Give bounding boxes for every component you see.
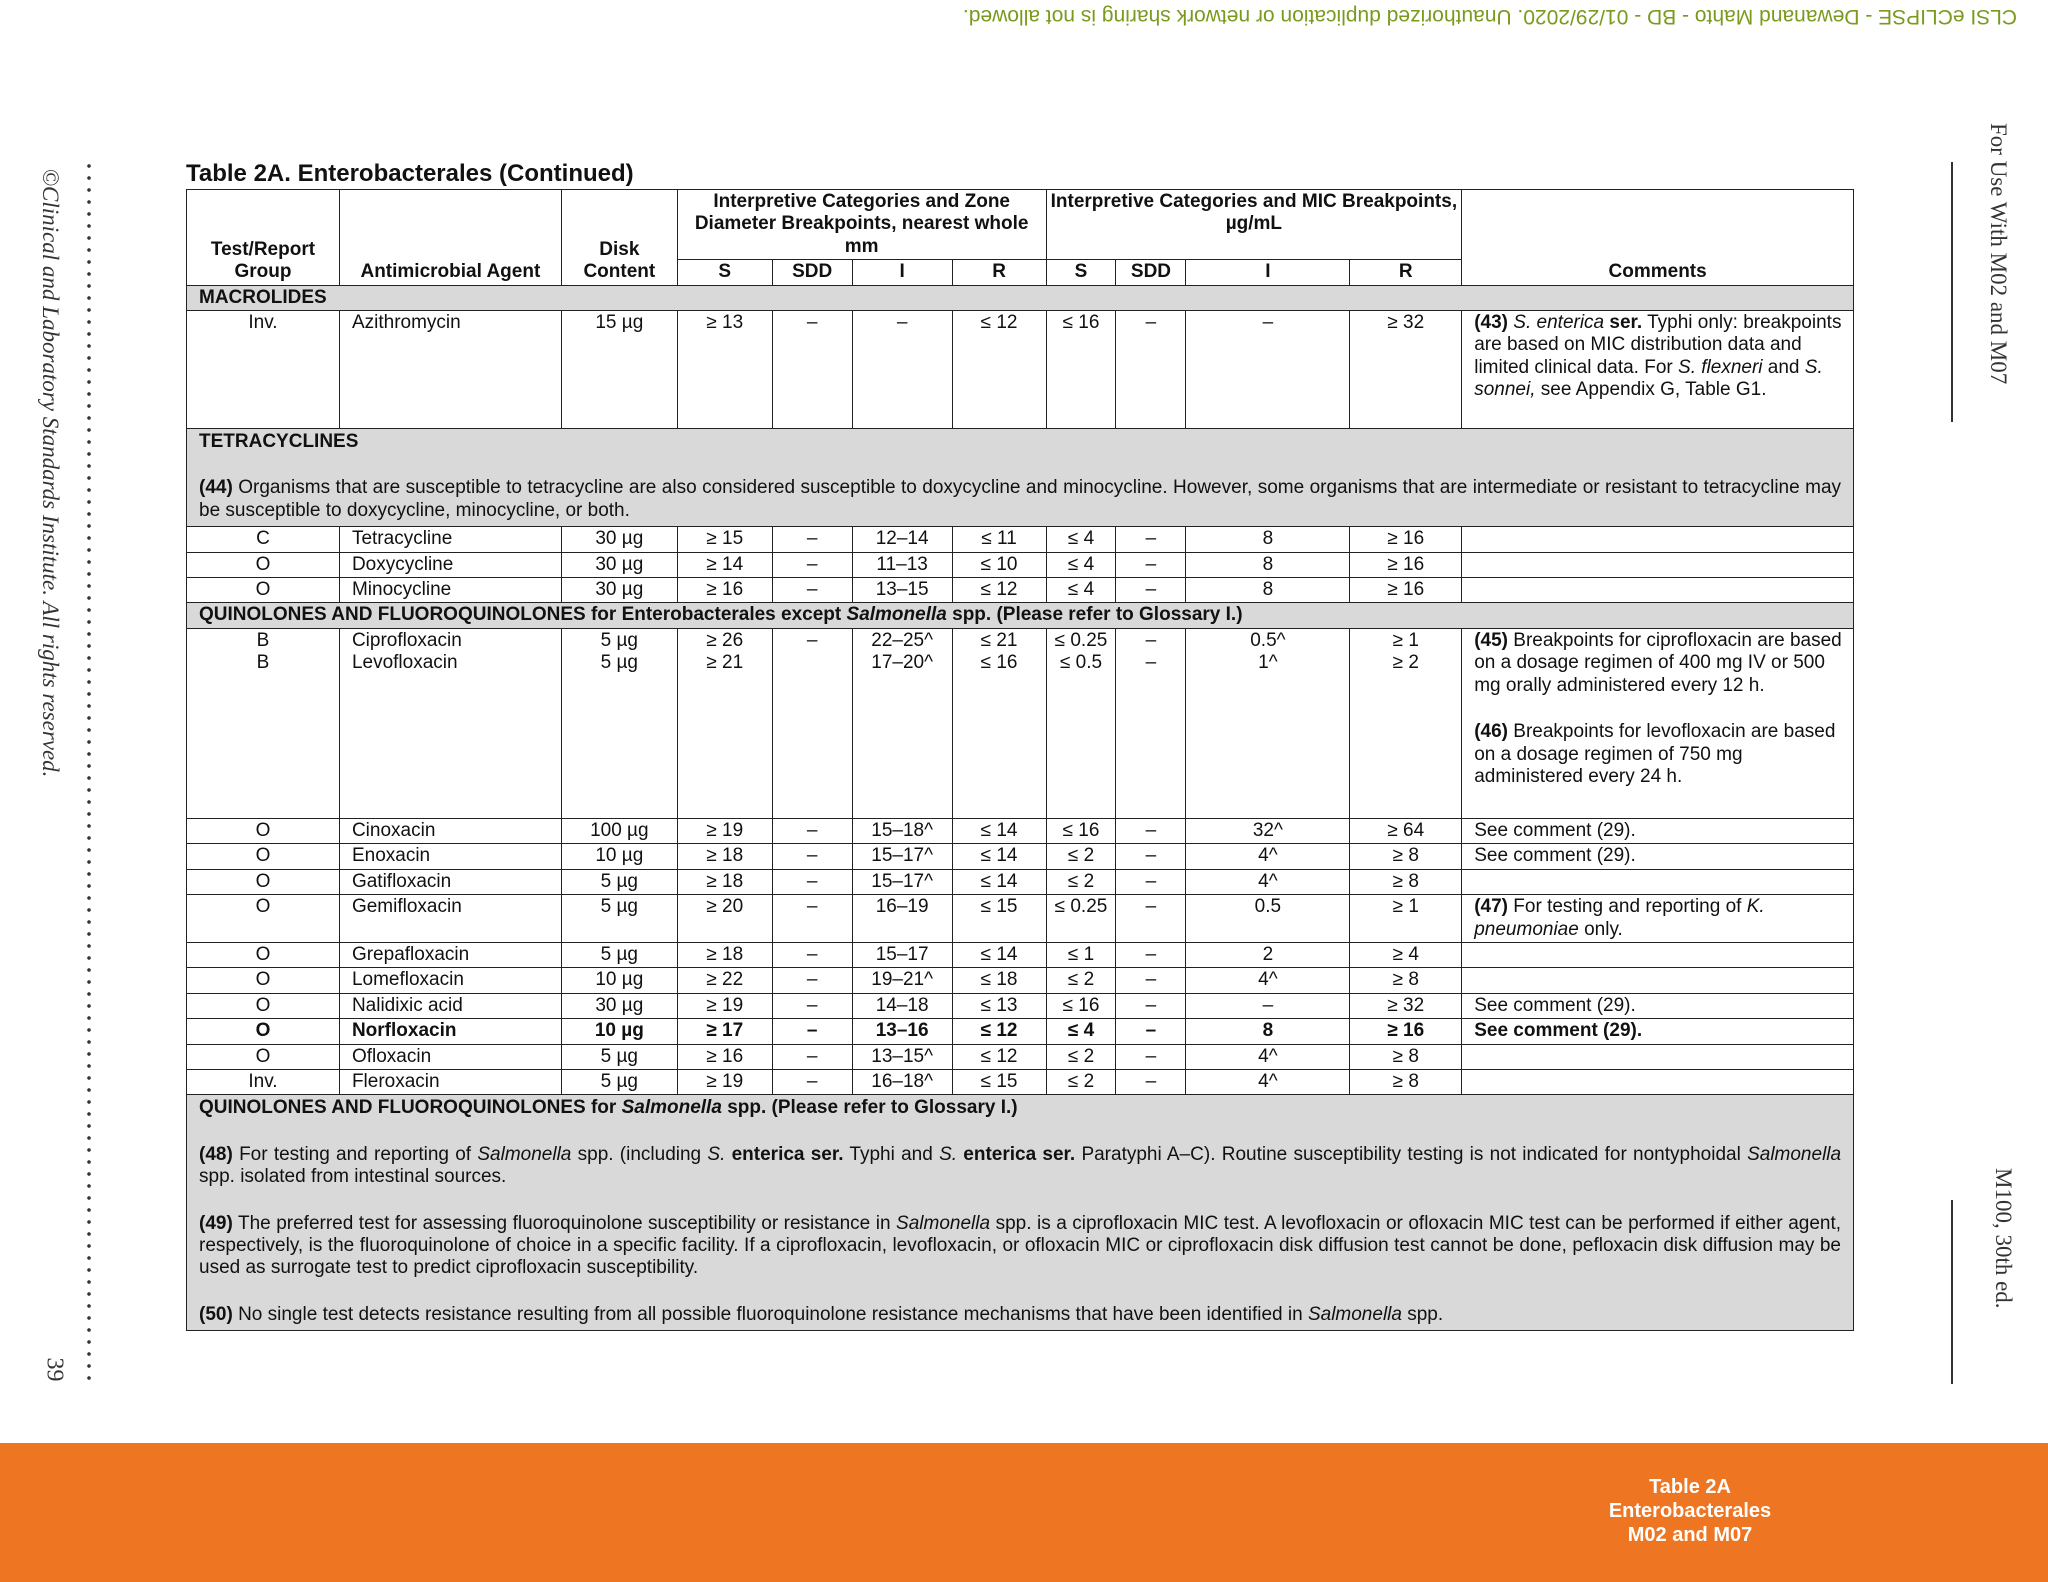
cell-agent: Ciprofloxacin Levofloxacin — [339, 628, 561, 818]
cell-group: O — [187, 869, 340, 894]
cell-group: C — [187, 527, 340, 552]
cell-zone-r: ≤ 14 — [952, 844, 1046, 869]
cell-mic-s: ≤ 16 — [1046, 993, 1116, 1018]
cell-disk: 15 µg — [561, 311, 677, 429]
cell-mic-sdd: – — [1116, 968, 1186, 993]
cell-zone-i: 15–18^ — [852, 818, 952, 843]
cell-mic-r: ≥ 32 — [1350, 311, 1462, 429]
margin-dots — [86, 160, 92, 1382]
cell-mic-s: ≤ 16 — [1046, 311, 1116, 429]
cell-comment-43: (43) S. enterica ser. Typhi only: breakpoints are based on MIC distribution data and limited clinical data. For S. flexneri and S. sonnei, see Appendix G, Table G1. — [1462, 311, 1854, 429]
table-row — [187, 1044, 1854, 1069]
cell-mic-sdd: – — [1116, 993, 1186, 1018]
cell-zone-r: ≤ 11 — [952, 527, 1046, 552]
cell-zone-sdd: – — [772, 895, 852, 943]
section-quinolones: QUINOLONES AND FLUOROQUINOLONES for Enterobacterales except Salmonella spp. (Please refer to Glossary I.) — [187, 603, 1854, 628]
cell-zone-sdd: – — [772, 1069, 852, 1094]
cell-mic-sdd: – — [1116, 895, 1186, 943]
cell-zone-s: ≥ 19 — [677, 1069, 772, 1094]
cell-mic-sdd: – — [1116, 869, 1186, 894]
cell-comment — [1462, 578, 1854, 603]
page-number: 39 — [41, 1357, 68, 1382]
cell-zone-r: ≤ 15 — [952, 1069, 1046, 1094]
table-row — [187, 1069, 1854, 1094]
cell-zone-s: ≥ 18 — [677, 869, 772, 894]
cell-mic-i: 32^ — [1186, 818, 1350, 843]
right-rule-bottom — [1951, 1200, 1953, 1384]
cell-comment — [1462, 1044, 1854, 1069]
cell-zone-r: ≤ 10 — [952, 552, 1046, 577]
cell-agent: Grepafloxacin — [339, 942, 561, 967]
use-note: For Use With M02 and M07 — [1986, 123, 2011, 385]
cell-zone-s: ≥ 20 — [677, 895, 772, 943]
cell-mic-i: 2 — [1186, 942, 1350, 967]
cell-mic-sdd: – — [1116, 552, 1186, 577]
cell-comment — [1462, 968, 1854, 993]
cell-zone-r: ≤ 13 — [952, 993, 1046, 1018]
cell-zone-s: ≥ 16 — [677, 1044, 772, 1069]
cell-mic-r: ≥ 16 — [1350, 578, 1462, 603]
breakpoint-table — [186, 189, 1854, 1331]
cell-zone-i: 14–18 — [852, 993, 952, 1018]
cell-disk: 5 µg — [561, 1069, 677, 1094]
cell-mic-s: ≤ 0.25 — [1046, 895, 1116, 943]
cell-zone-i: 15–17^ — [852, 844, 952, 869]
right-rule-top — [1951, 162, 1953, 422]
cell-zone-s: ≥ 19 — [677, 993, 772, 1018]
cell-zone-r: ≤ 14 — [952, 942, 1046, 967]
cell-agent: Lomefloxacin — [339, 968, 561, 993]
cell-comment — [1462, 942, 1854, 967]
header-zone: Interpretive Categories and Zone Diameter Breakpoints, nearest whole mm — [677, 190, 1046, 260]
table-title: Table 2A. Enterobacterales (Continued) — [186, 160, 634, 187]
cell-zone-s: ≥ 18 — [677, 942, 772, 967]
cell-group: O — [187, 1019, 340, 1044]
cell-zone-i: 12–14 — [852, 527, 952, 552]
cell-zone-i: 15–17 — [852, 942, 952, 967]
cell-disk: 100 µg — [561, 818, 677, 843]
cell-group: O — [187, 942, 340, 967]
cell-zone-s: ≥ 15 — [677, 527, 772, 552]
header-agent: Antimicrobial Agent — [339, 190, 561, 286]
cell-zone-s: ≥ 14 — [677, 552, 772, 577]
cell-mic-sdd: – — [1116, 818, 1186, 843]
cell-comment-47: (47) For testing and reporting of K. pneumoniae only. — [1462, 895, 1854, 943]
cell-mic-sdd: – — [1116, 942, 1186, 967]
cell-comment — [1462, 1069, 1854, 1094]
cell-mic-i: 4^ — [1186, 1069, 1350, 1094]
cell-mic-r: ≥ 4 — [1350, 942, 1462, 967]
header-zone-r: R — [952, 260, 1046, 285]
header-row-top — [187, 190, 1854, 260]
table-row — [187, 942, 1854, 967]
cell-mic-s: ≤ 0.25 ≤ 0.5 — [1046, 628, 1116, 818]
table-row — [187, 968, 1854, 993]
cell-disk: 10 µg — [561, 968, 677, 993]
cell-mic-sdd: – — [1116, 844, 1186, 869]
cell-comment-45-46: (45) Breakpoints for ciprofloxacin are based on a dosage regimen of 400 mg IV or 500 mg orally administered every 12 h. (46) Breakpoints for levofloxacin are based on a dosage regimen of 750 mg administered every 24 h. — [1462, 628, 1854, 818]
cell-mic-s: ≤ 2 — [1046, 844, 1116, 869]
cell-disk: 5 µg — [561, 942, 677, 967]
cell-mic-sdd: – — [1116, 311, 1186, 429]
header-mic-i: I — [1186, 260, 1350, 285]
cell-zone-s: ≥ 22 — [677, 968, 772, 993]
cell-disk: 30 µg — [561, 527, 677, 552]
footer-label: Table 2A Enterobacterales M02 and M07 — [1608, 1476, 1772, 1546]
cell-zone-r: ≤ 12 — [952, 578, 1046, 603]
cell-zone-r: ≤ 18 — [952, 968, 1046, 993]
section-salmonella: QUINOLONES AND FLUOROQUINOLONES for Salmonella spp. (Please refer to Glossary I.) (48) For testing and reporting of Salmonella spp. (including S. enterica ser. Typhi and S. enterica ser. Paratyphi A–C). Routine susceptibility testing is not indicated for nontyphoidal Salmonella spp. isolated from intestinal sources. (49) The preferred test for assessing fluoroquinolone susceptibility or resistance in Salmonella spp. is a ciprofloxacin MIC test. A levofloxacin or ofloxacin MIC test can be performed if either agent, respectively, is the fluoroquinolone of choice in a specific facility. If a ciprofloxacin, levofloxacin, or ofloxacin MIC or ciprofloxacin disk diffusion test cannot be done, pefloxacin disk diffusion may be used as surrogate test to predict ciprofloxacin susceptibility. (50) No single test detects resistance resulting from all possible fluoroquinolone resistance mechanisms that have been identified in Salmonella spp. — [187, 1095, 1854, 1331]
table-row — [187, 628, 1854, 818]
cell-mic-i: 8 — [1186, 527, 1350, 552]
cell-zone-sdd: – — [772, 818, 852, 843]
cell-group: O — [187, 578, 340, 603]
cell-mic-s: ≤ 2 — [1046, 1044, 1116, 1069]
cell-comment: See comment (29). — [1462, 993, 1854, 1018]
cell-mic-i: 4^ — [1186, 844, 1350, 869]
cell-zone-s: ≥ 17 — [677, 1019, 772, 1044]
cell-zone-i: 11–13 — [852, 552, 952, 577]
cell-mic-sdd: – — [1116, 527, 1186, 552]
cell-zone-sdd: – — [772, 628, 852, 818]
cell-disk: 5 µg — [561, 895, 677, 943]
cell-group: O — [187, 1044, 340, 1069]
cell-zone-sdd: – — [772, 311, 852, 429]
cell-agent: Cinoxacin — [339, 818, 561, 843]
cell-mic-r: ≥ 8 — [1350, 869, 1462, 894]
cell-group: B B — [187, 628, 340, 818]
cell-mic-r: ≥ 64 — [1350, 818, 1462, 843]
copyright-notice: ©Clinical and Laboratory Standards Institute. All rights reserved. — [38, 168, 63, 778]
cell-zone-s: ≥ 18 — [677, 844, 772, 869]
cell-comment: See comment (29). — [1462, 818, 1854, 843]
cell-group: O — [187, 895, 340, 943]
table-row — [187, 578, 1854, 603]
cell-zone-sdd: – — [772, 1044, 852, 1069]
cell-disk: 10 µg — [561, 844, 677, 869]
cell-agent: Doxycycline — [339, 552, 561, 577]
header-comments: Comments — [1462, 190, 1854, 286]
header-group: Test/Report Group — [187, 190, 340, 286]
cell-group: Inv. — [187, 1069, 340, 1094]
cell-mic-sdd: – — [1116, 1069, 1186, 1094]
edition-label: M100, 30th ed. — [1991, 1168, 2016, 1309]
cell-comment — [1462, 552, 1854, 577]
table-row — [187, 818, 1854, 843]
table-row — [187, 869, 1854, 894]
cell-disk: 30 µg — [561, 552, 677, 577]
cell-mic-i: – — [1186, 311, 1350, 429]
cell-agent: Norfloxacin — [339, 1019, 561, 1044]
cell-mic-r: ≥ 8 — [1350, 1044, 1462, 1069]
header-mic-sdd: SDD — [1116, 260, 1186, 285]
cell-agent: Gatifloxacin — [339, 869, 561, 894]
header-mic-s: S — [1046, 260, 1116, 285]
cell-mic-i: 4^ — [1186, 869, 1350, 894]
cell-agent: Azithromycin — [339, 311, 561, 429]
cell-agent: Minocycline — [339, 578, 561, 603]
cell-mic-i: 8 — [1186, 578, 1350, 603]
cell-group: Inv. — [187, 311, 340, 429]
cell-zone-i: 16–18^ — [852, 1069, 952, 1094]
cell-zone-sdd: – — [772, 552, 852, 577]
section-macrolides: MACROLIDES — [187, 285, 1854, 310]
cell-zone-sdd: – — [772, 844, 852, 869]
cell-mic-i: 0.5^ 1^ — [1186, 628, 1350, 818]
cell-group: O — [187, 818, 340, 843]
cell-mic-sdd: – – — [1116, 628, 1186, 818]
cell-disk: 10 µg — [561, 1019, 677, 1044]
cell-disk: 30 µg — [561, 578, 677, 603]
cell-mic-s: ≤ 4 — [1046, 1019, 1116, 1044]
cell-zone-i: 13–15^ — [852, 1044, 952, 1069]
cell-agent: Gemifloxacin — [339, 895, 561, 943]
cell-comment: See comment (29). — [1462, 1019, 1854, 1044]
section-tetracyclines: TETRACYCLINES (44) Organisms that are susceptible to tetracycline are also considered susceptible to doxycycline and minocycline. However, some organisms that are intermediate or resistant to tetracycline may be susceptible to doxycycline, minocycline, or both. — [187, 429, 1854, 527]
cell-disk: 5 µg — [561, 1044, 677, 1069]
header-mic: Interpretive Categories and MIC Breakpoints, µg/mL — [1046, 190, 1462, 260]
cell-mic-r: ≥ 8 — [1350, 844, 1462, 869]
cell-zone-s: ≥ 26 ≥ 21 — [677, 628, 772, 818]
cell-mic-s: ≤ 1 — [1046, 942, 1116, 967]
cell-disk: 30 µg — [561, 993, 677, 1018]
cell-zone-sdd: – — [772, 968, 852, 993]
cell-zone-i: 22–25^ 17–20^ — [852, 628, 952, 818]
cell-comment — [1462, 869, 1854, 894]
cell-mic-s: ≤ 4 — [1046, 578, 1116, 603]
cell-zone-sdd: – — [772, 578, 852, 603]
cell-mic-i: – — [1186, 993, 1350, 1018]
cell-zone-i: 16–19 — [852, 895, 952, 943]
cell-zone-r: ≤ 14 — [952, 818, 1046, 843]
cell-zone-s: ≥ 19 — [677, 818, 772, 843]
cell-mic-i: 0.5 — [1186, 895, 1350, 943]
cell-group: O — [187, 844, 340, 869]
cell-group: O — [187, 968, 340, 993]
cell-zone-r: ≤ 21 ≤ 16 — [952, 628, 1046, 818]
cell-group: O — [187, 993, 340, 1018]
cell-comment — [1462, 527, 1854, 552]
table-row — [187, 993, 1854, 1018]
table-row — [187, 527, 1854, 552]
cell-zone-sdd: – — [772, 1019, 852, 1044]
cell-mic-s: ≤ 2 — [1046, 968, 1116, 993]
header-zone-sdd: SDD — [772, 260, 852, 285]
cell-mic-s: ≤ 2 — [1046, 1069, 1116, 1094]
cell-agent: Enoxacin — [339, 844, 561, 869]
cell-zone-sdd: – — [772, 527, 852, 552]
cell-zone-i: 13–16 — [852, 1019, 952, 1044]
cell-mic-r: ≥ 8 — [1350, 968, 1462, 993]
cell-zone-sdd: – — [772, 993, 852, 1018]
cell-zone-i: 15–17^ — [852, 869, 952, 894]
cell-agent: Nalidixic acid — [339, 993, 561, 1018]
cell-disk: 5 µg 5 µg — [561, 628, 677, 818]
cell-disk: 5 µg — [561, 869, 677, 894]
cell-mic-s: ≤ 4 — [1046, 552, 1116, 577]
table-row — [187, 552, 1854, 577]
cell-mic-r: ≥ 8 — [1350, 1069, 1462, 1094]
table-row — [187, 895, 1854, 943]
header-disk: Disk Content — [561, 190, 677, 286]
cell-mic-r: ≥ 16 — [1350, 527, 1462, 552]
cell-zone-s: ≥ 16 — [677, 578, 772, 603]
header-mic-r: R — [1350, 260, 1462, 285]
cell-zone-r: ≤ 14 — [952, 869, 1046, 894]
cell-mic-sdd: – — [1116, 1044, 1186, 1069]
header-zone-i: I — [852, 260, 952, 285]
cell-zone-r: ≤ 12 — [952, 311, 1046, 429]
cell-mic-r: ≥ 32 — [1350, 993, 1462, 1018]
cell-zone-i: 13–15 — [852, 578, 952, 603]
table-row — [187, 311, 1854, 429]
cell-mic-r: ≥ 1 ≥ 2 — [1350, 628, 1462, 818]
cell-mic-r: ≥ 16 — [1350, 1019, 1462, 1044]
watermark-text: CLSI eCLIPSE - Dewanand Mahto - BD - 01/29/2020. Unauthorized duplication or network sharing is not allowed. — [962, 5, 2018, 28]
cell-agent: Tetracycline — [339, 527, 561, 552]
cell-mic-r: ≥ 16 — [1350, 552, 1462, 577]
cell-mic-i: 8 — [1186, 1019, 1350, 1044]
cell-mic-s: ≤ 16 — [1046, 818, 1116, 843]
header-zone-s: S — [677, 260, 772, 285]
cell-mic-s: ≤ 2 — [1046, 869, 1116, 894]
cell-mic-sdd: – — [1116, 1019, 1186, 1044]
cell-zone-sdd: – — [772, 942, 852, 967]
table-row — [187, 1019, 1854, 1044]
cell-mic-i: 4^ — [1186, 1044, 1350, 1069]
cell-agent: Ofloxacin — [339, 1044, 561, 1069]
cell-zone-r: ≤ 12 — [952, 1019, 1046, 1044]
cell-comment: See comment (29). — [1462, 844, 1854, 869]
cell-mic-i: 8 — [1186, 552, 1350, 577]
cell-mic-i: 4^ — [1186, 968, 1350, 993]
cell-agent: Fleroxacin — [339, 1069, 561, 1094]
cell-mic-s: ≤ 4 — [1046, 527, 1116, 552]
cell-mic-sdd: – — [1116, 578, 1186, 603]
cell-zone-r: ≤ 12 — [952, 1044, 1046, 1069]
cell-zone-i: 19–21^ — [852, 968, 952, 993]
cell-zone-s: ≥ 13 — [677, 311, 772, 429]
cell-zone-i: – — [852, 311, 952, 429]
table-row — [187, 844, 1854, 869]
cell-group: O — [187, 552, 340, 577]
cell-zone-sdd: – — [772, 869, 852, 894]
cell-mic-r: ≥ 1 — [1350, 895, 1462, 943]
cell-zone-r: ≤ 15 — [952, 895, 1046, 943]
